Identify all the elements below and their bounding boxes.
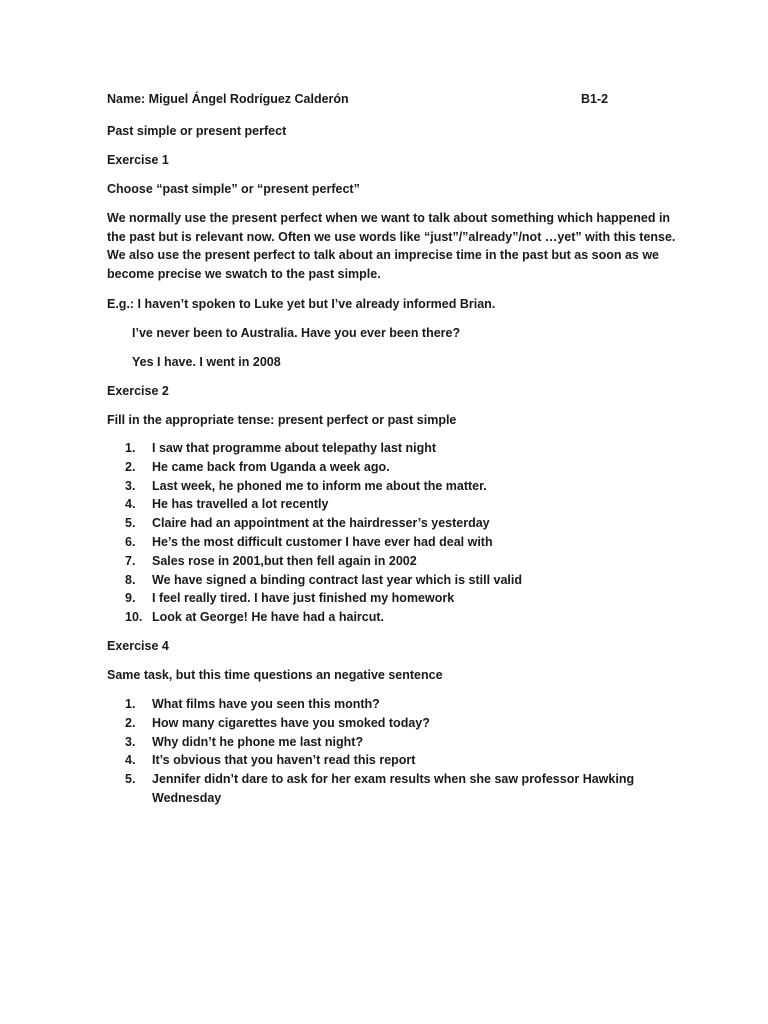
list-item-number: 1. [125, 697, 136, 711]
list-item-number: 1. [125, 441, 136, 455]
exercise-1-instruction: Choose “past simple” or “present perfect” [107, 182, 360, 196]
list-item-number: 3. [125, 478, 136, 493]
student-name: Name: Miguel Ángel Rodríguez Calderón [107, 92, 349, 106]
list-item-text: He has travelled a lot recently [152, 497, 329, 512]
list-item-number: 10. [125, 610, 143, 625]
exercise-1-title: Exercise 1 [107, 153, 169, 167]
list-item [107, 714, 627, 733]
list-item-text: Sales rose in 2001,but then fell again in 2002 [152, 553, 417, 568]
list-item-text: He came back from Uganda a week ago. [152, 459, 390, 474]
list-item-text: He’s the most difficult customer I have ever had deal with [152, 534, 493, 549]
list-item [107, 495, 627, 514]
list-item [107, 770, 635, 808]
list-item [107, 439, 627, 458]
list-item-text: I feel really tired. I have just finished my homework [152, 591, 455, 606]
list-item-text: Why didn’t he phone me last night? [152, 734, 364, 749]
list-item [107, 733, 627, 752]
list-item-text: Claire had an appointment at the hairdresser’s yesterday [152, 516, 490, 531]
list-item [107, 514, 627, 533]
list-item-text: Jennifer didn’t dare to ask for her exam results when she saw professor Hawking [152, 772, 635, 787]
list-item [107, 477, 627, 496]
list-item [107, 608, 627, 627]
list-item-text: We have signed a binding contract last year which is still valid [152, 572, 523, 587]
list-item-text: How many cigarettes have you smoked today? [152, 715, 430, 730]
paragraph-line: We normally use the present perfect when we want to talk about something which happened in [107, 211, 671, 225]
list-item [107, 589, 627, 608]
list-item-text: It’s obvious that you haven’t read this report [152, 753, 416, 768]
list-item [107, 571, 627, 590]
exercise-4-title: Exercise 4 [107, 639, 169, 653]
document-header [107, 92, 609, 111]
class-level: B1-2 [581, 92, 609, 106]
exercise-4-list [107, 695, 635, 808]
paragraph-line: We also use the present perfect to talk about an imprecise time in the past but as soon as we [107, 248, 659, 262]
list-item-text: Look at George! He have had a haircut. [152, 610, 385, 625]
example-intro: E.g.: I haven’t spoken to Luke yet but I’ve already informed Brian. [107, 297, 496, 311]
list-item-number: 4. [125, 753, 136, 768]
list-item-number: 9. [125, 591, 136, 606]
list-item-number: 2. [125, 715, 136, 730]
exercise-1-paragraph [107, 209, 676, 283]
exercise-2-instruction: Fill in the appropriate tense: present perfect or past simple [107, 413, 457, 427]
paragraph-line: become precise we swatch to the past simple. [107, 266, 381, 281]
list-item-text: I saw that programme about telepathy last night [152, 441, 437, 455]
exercise-2-list [107, 439, 627, 627]
list-item-number: 6. [125, 534, 136, 549]
list-item-text: What films have you seen this month? [152, 697, 380, 711]
topic-heading: Past simple or present perfect [107, 124, 287, 138]
list-item-number: 5. [125, 772, 136, 787]
list-item-number: 8. [125, 572, 136, 587]
exercise-2-title: Exercise 2 [107, 384, 169, 398]
list-item [107, 458, 627, 477]
list-item [107, 751, 627, 770]
list-item-number: 3. [125, 734, 136, 749]
list-item [107, 695, 627, 714]
list-item [107, 552, 627, 571]
list-item-text-continued: Wednesday [152, 790, 222, 805]
list-item-text: Last week, he phoned me to inform me about the matter. [152, 478, 487, 493]
example-line-2: I’ve never been to Australia. Have you ever been there? [132, 326, 461, 340]
exercise-4-instruction: Same task, but this time questions an negative sentence [107, 668, 443, 682]
paragraph-line: the past but is relevant now. Often we use words like “just”/”already”/not …yet” with this tense. [107, 229, 676, 244]
example-line-3: Yes I have. I went in 2008 [132, 355, 281, 369]
list-item [107, 533, 627, 552]
list-item-number: 2. [125, 459, 136, 474]
list-item-number: 7. [125, 553, 136, 568]
list-item-number: 5. [125, 516, 136, 531]
list-item-number: 4. [125, 497, 136, 512]
